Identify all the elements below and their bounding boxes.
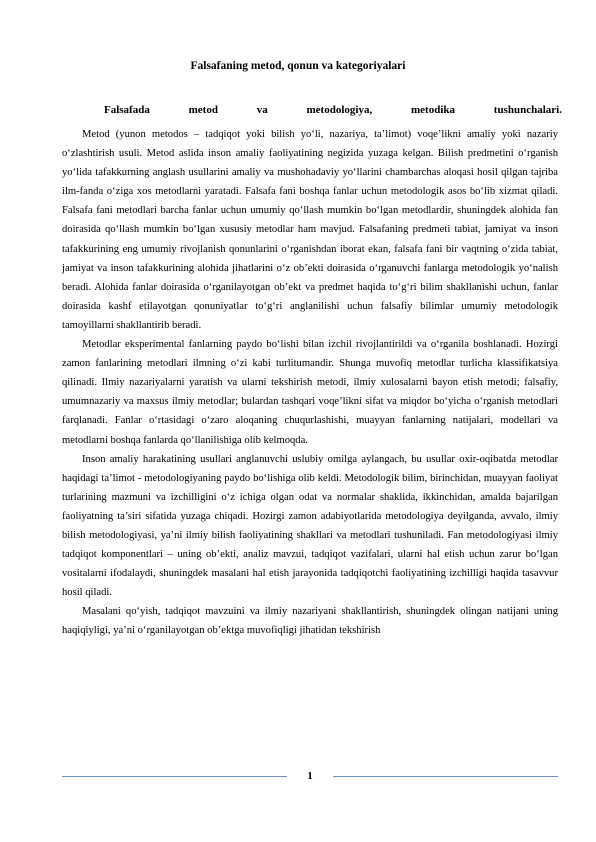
paragraph: Inson amaliy harakatining usullari anglanuvchi uslubiy omilga aylangach, bu usullar oxir-oqibatda metodlar haqidagi ta’limot - metodologiyaning paydo bo‘lishiga olib keldi. Metodologik bilim, birinchidan, muayyan faoliyat turlarining mazmuni va izchilligini o‘z ichiga olgan odat va normalar shaklida, ikkinchidan, amalda bajarilgan faoliyatning ta’siri sifatida yuzaga chiqadi. Hozirgi zamon adabiyotlarida metodologiya deyilganda, avvalo, ilmiy bilish metodologiyasi, ya’ni ilmiy bilish faoliyatining shakllari va metodlari tushuniladi. Fan metodologiyasi ilmiy tadqiqot komponentlari – uning ob’ekti, analiz mavzui, tadqiqot vazifalari, ularni hal etish uchun zarur bo‘lgan vositalarni ifodalaydi, shuningdek masalani hal etish jarayonida tadqiqotchi faoliyatining izchilligi haqida tasavvur hosil qiladi.	[62, 453, 558, 599]
heading-word: metodika	[411, 104, 455, 116]
page-footer	[62, 770, 558, 786]
document-title: Falsafaning metod, qonun va kategoriyalari	[190, 60, 406, 72]
heading-word: tushunchalari.	[493, 104, 562, 116]
page-number: 1	[307, 770, 313, 782]
heading-word: metodologiya,	[306, 104, 373, 116]
heading-word: Falsafada	[104, 104, 150, 116]
document-body	[62, 125, 558, 641]
paragraph: Metodlar eksperimental fanlarning paydo bo‘lishi bilan izchil rivojlantirildi va o‘rganila boshlanadi. Hozirgi zamon fanlarining metodlari ilmning o‘zi kabi turlitumandir. Shunga muvofiq metodlar turlicha klassifikatsiya qilinadi. Ilmiy nazariyalarni yaratish va ularni tekshirish metodi, ilmiy xulosalarni bayon etish metodi; falsafiy, umumnazariy va maxsus ilmiy metodlar; bulardan tashqari voqe’likni sifat va miqdor bo‘yicha o‘rganish metodlari farqlanadi. Fanlar o‘rtasidagi o‘zaro aloqaning chuqurlashishi, muayyan fanlarning natijalari, modellari va metodlarni boshqa fanlarda qo‘llanilishiga olib kelmoqda.	[62, 339, 558, 446]
paragraph: Masalani qo‘yish, tadqiqot mavzuini va ilmiy nazariyani shakllantirish, shuningdek olingan natijani uning haqiqiyligi, ya’ni o‘rganilayotgan ob’ektga muvofiqligi jihatidan tekshirish	[62, 606, 558, 637]
heading-word: metod	[188, 104, 218, 116]
footer-divider-right	[333, 776, 558, 777]
heading-word: va	[256, 104, 268, 116]
paragraph: Metod (yunon metodos – tadqiqot yoki bilish yo‘li, nazariya, ta’limot) voqe’likni amaliy yoki nazariy o‘zlashtirish usuli. Metod aslida inson amaliy faoliyatining negizida yuzaga kelgan. Bilish predmetini o‘rganish yo‘lida tafakkurning anglash usullarini amaliy va mushohadaviy yo‘llarini chambarchas aloqasi hosil qilgan tajriba ilm-fanda o‘ziga xos metodlarni yaratadi. Falsafa fani boshqa fanlar uchun metodologik asos bo‘lib xizmat qiladi. Falsafa fani metodlari barcha fanlar uchun umumiy qo‘llash mumkin bo‘lgan metodlardir, shuningdek alohida fan doirasida qo‘llash mumkin bo‘lgan xususiy metodlar ham mavjud. Falsafaning predmeti tabiat, jamiyat va inson tafakkurining eng umumiy rivojlanish qonunlarini o‘rganishdan iborat ekan, falsafa fani bir vaqtning o‘zida tabiat, jamiyat va inson tafakkurining alohida jihatlarini o‘z ob’ekti doirasida o‘rganuvchi fanlarga metodologik yo‘nalish beradi. Alohida fanlar doirasida o‘rganilayotgan ob’ekt va predmet haqida to‘g‘ri bilim shakllanishi uchun, fanlar doirasida kashf etilayotgan qonuniyatlar to‘g‘ri anglanilishi uchun falsafiy bilimlar umumiy metodologik tamoyillarni shakllantirib beradi.	[62, 129, 558, 331]
section-heading	[104, 104, 562, 116]
